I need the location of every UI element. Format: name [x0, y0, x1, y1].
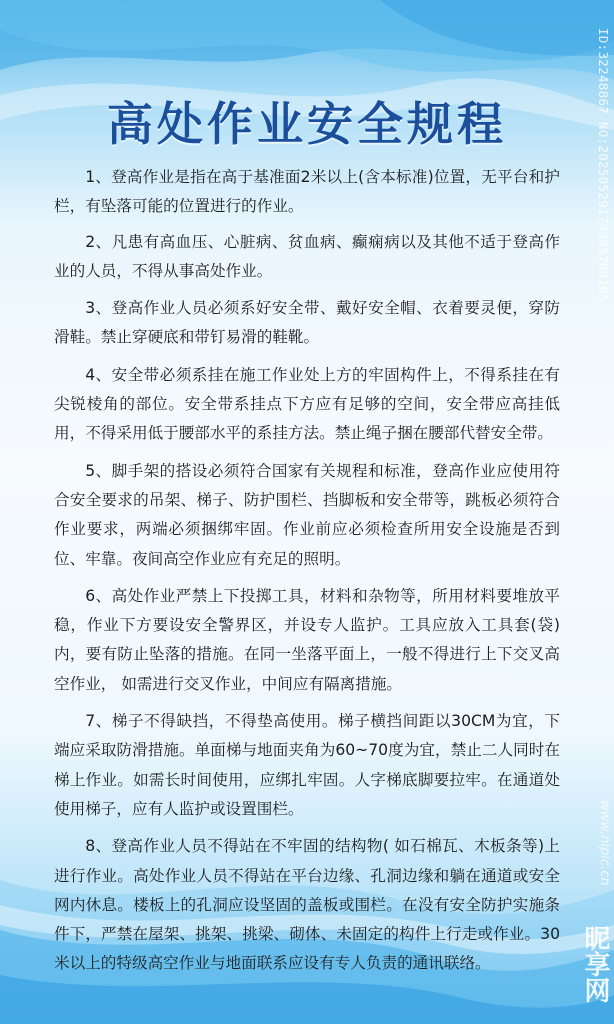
rule-item: 2、凡患有高血压、心脏病、贫血病、癫痫病以及其他不适于登高作业的人员，不得从事高处作业。 — [54, 232, 560, 280]
watermark-site: www.nipic.cn — [597, 800, 612, 886]
rule-item: 7、梯子不得缺挡，不得垫高使用。梯子横挡间距以30CM为宜，下端应采取防滑措施。单面梯与地面夹角为60~70度为宜，禁止二人同时在梯上作业。如需长时间使用，应绑扎牢固。人字梯底脚要拉牢。在通道处使用梯子，应有人监护或设置围栏。 — [54, 712, 560, 818]
page-title: 高处作业安全规程 — [107, 97, 507, 151]
watermark-logo: 昵享网 — [580, 925, 610, 1003]
rule-item: 8、登高作业人员不得站在不牢固的结构物( 如石棉瓦、木板条等)上进行作业。高处作业人员不得站在平台边缘、孔洞边缘和躺在通道或安全网内休息。楼板上的孔洞应设坚固的盖板或围栏。在没有安全防护实施条件下，严禁在屋架、挑架、挑梁、砌体、未固定的构件上行走或作业。30 米以上的特级高空作业与地面联系应设有专人负责的通讯联络。 — [54, 837, 560, 973]
rule-item: 4、安全带必须系挂在施工作业处上方的牢固构件上，不得系挂在有尖锐棱角的部位。安全带系挂点下方应有足够的空间，安全带应高挂低用，不得采用低于腰部水平的系挂方法。禁止绳子捆在腰部代替安全带。 — [54, 365, 560, 443]
rule-item: 1、登高作业是指在高于基准面2米以上(含本标准)位置，无平台和护栏，有坠落可能的位置进行的作业。 — [54, 168, 560, 216]
rule-item: 6、高处作业严禁上下投掷工具，材料和杂物等，所用材料要堆放平稳，作业下方要设安全警界区，并设专人监护。工具应放入工具套(袋)内，要有防止坠落的措施。在同一坐落平面上，一般不得进行上下交叉高空作业， 如需进行交叉作业，中间应有隔离措施。 — [54, 586, 560, 693]
watermark-id: ID:32248867 NO:20250529174305700105 — [596, 28, 611, 302]
rule-item: 5、脚手架的搭设必须符合国家有关规程和标准，登高作业应使用符合安全要求的吊架、梯子、防护围栏、挡脚板和安全带等，跳板必须符合作业要求，两端必须捆绑牢固。作业前应必须检查所用安全设施是否到位、牢靠。夜间高空作业应有充足的照明。 — [54, 461, 560, 568]
rule-item: 3、登高作业人员必须系好安全带、戴好安全帽、衣着要灵便，穿防滑鞋。禁止穿硬底和带钉易滑的鞋靴。 — [54, 299, 560, 347]
rules-list — [54, 163, 560, 987]
